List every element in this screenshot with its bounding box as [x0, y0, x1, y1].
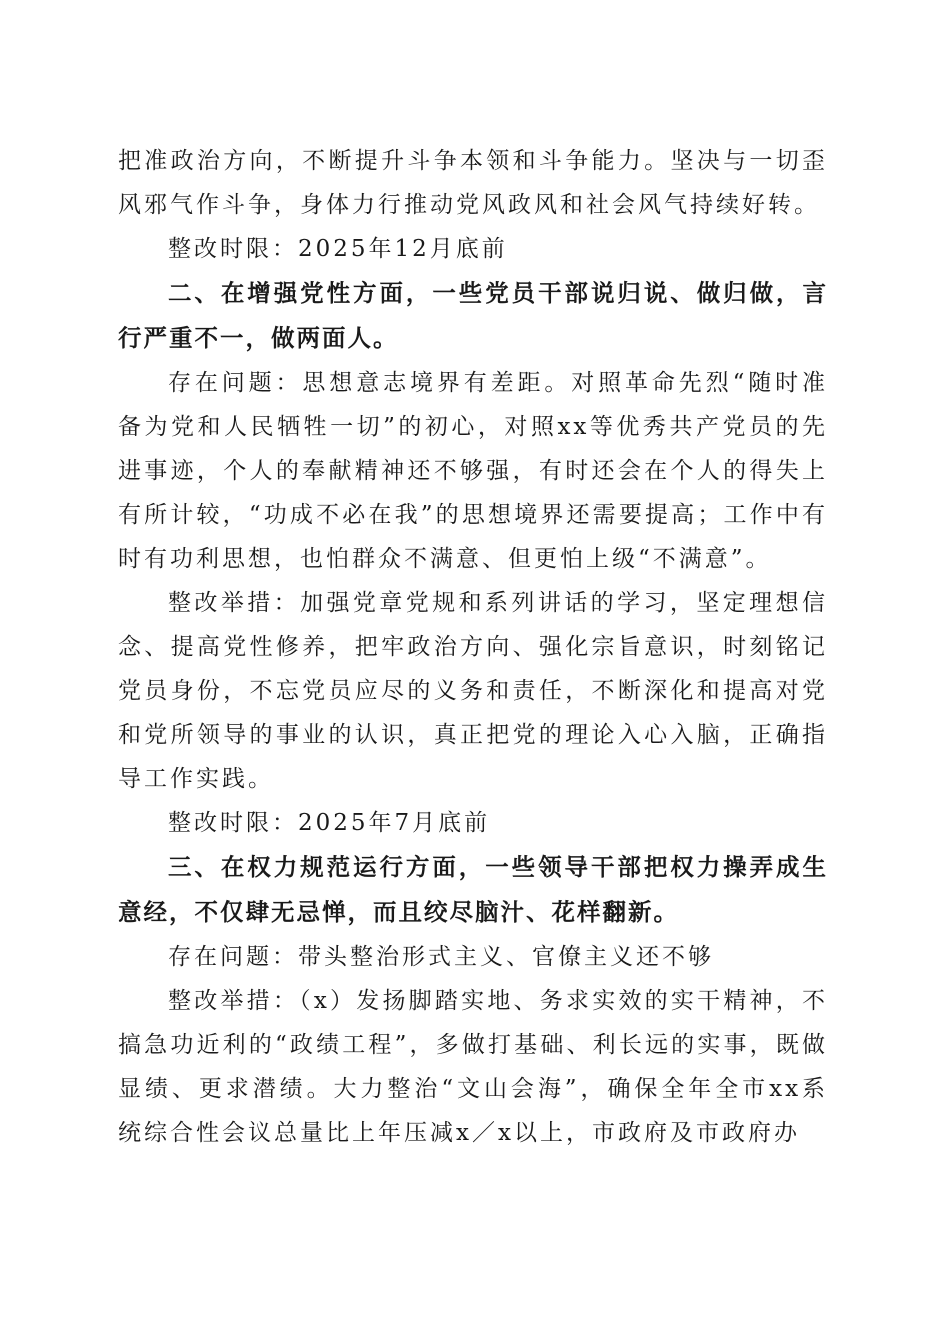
rectification-deadline-2: 整改时限：2025年7月底前 — [168, 810, 491, 836]
document-body — [118, 139, 828, 1155]
paragraph-continuation: 把准政治方向，不断提升斗争本领和斗争能力。坚决与一切歪风邪气作斗争，身体力行推动党风政风和社会风气持续好转。 — [118, 148, 828, 218]
rectification-measures-3: 整改举措：（x）发扬脚踏实地、务求实效的实干精神，不搞急功近利的“政绩工程”，多做打基础、利长远的实事，既做显绩、更求潜绩。大力整治“文山会海”，确保全年全市xx系统综合性会议总量比上年压减x／x以上，市政府及市政府办 — [118, 988, 828, 1146]
section-heading-2: 二、在增强党性方面，一些党员干部说归说、做归做，言行严重不一，做两面人。 — [118, 279, 828, 352]
rectification-measures-2: 整改举措：加强党章党规和系列讲话的学习，坚定理想信念、提高党性修养，把牢政治方向、强化宗旨意识，时刻铭记党员身份，不忘党员应尽的义务和责任，不断深化和提高对党和党所领导的事业的认识，真正把党的理论入心入脑，正确指导工作实践。 — [118, 590, 828, 792]
section-heading-3: 三、在权力规范运行方面，一些领导干部把权力操弄成生意经，不仅肆无忌惮，而且绞尽脑汁、花样翻新。 — [118, 853, 828, 926]
rectification-deadline-1: 整改时限：2025年12月底前 — [168, 236, 508, 262]
existing-problem-2: 存在问题：思想意志境界有差距。对照革命先烈“随时准备为党和人民牺牲一切”的初心，对照xx等优秀共产党员的先进事迹，个人的奉献精神还不够强，有时还会在个人的得失上有所计较，“功成不必在我”的思想境界还需要提高；工作中有时有功利思想，也怕群众不满意、但更怕上级“不满意”。 — [118, 370, 828, 572]
existing-problem-3: 存在问题：带头整治形式主义、官僚主义还不够 — [168, 944, 714, 970]
